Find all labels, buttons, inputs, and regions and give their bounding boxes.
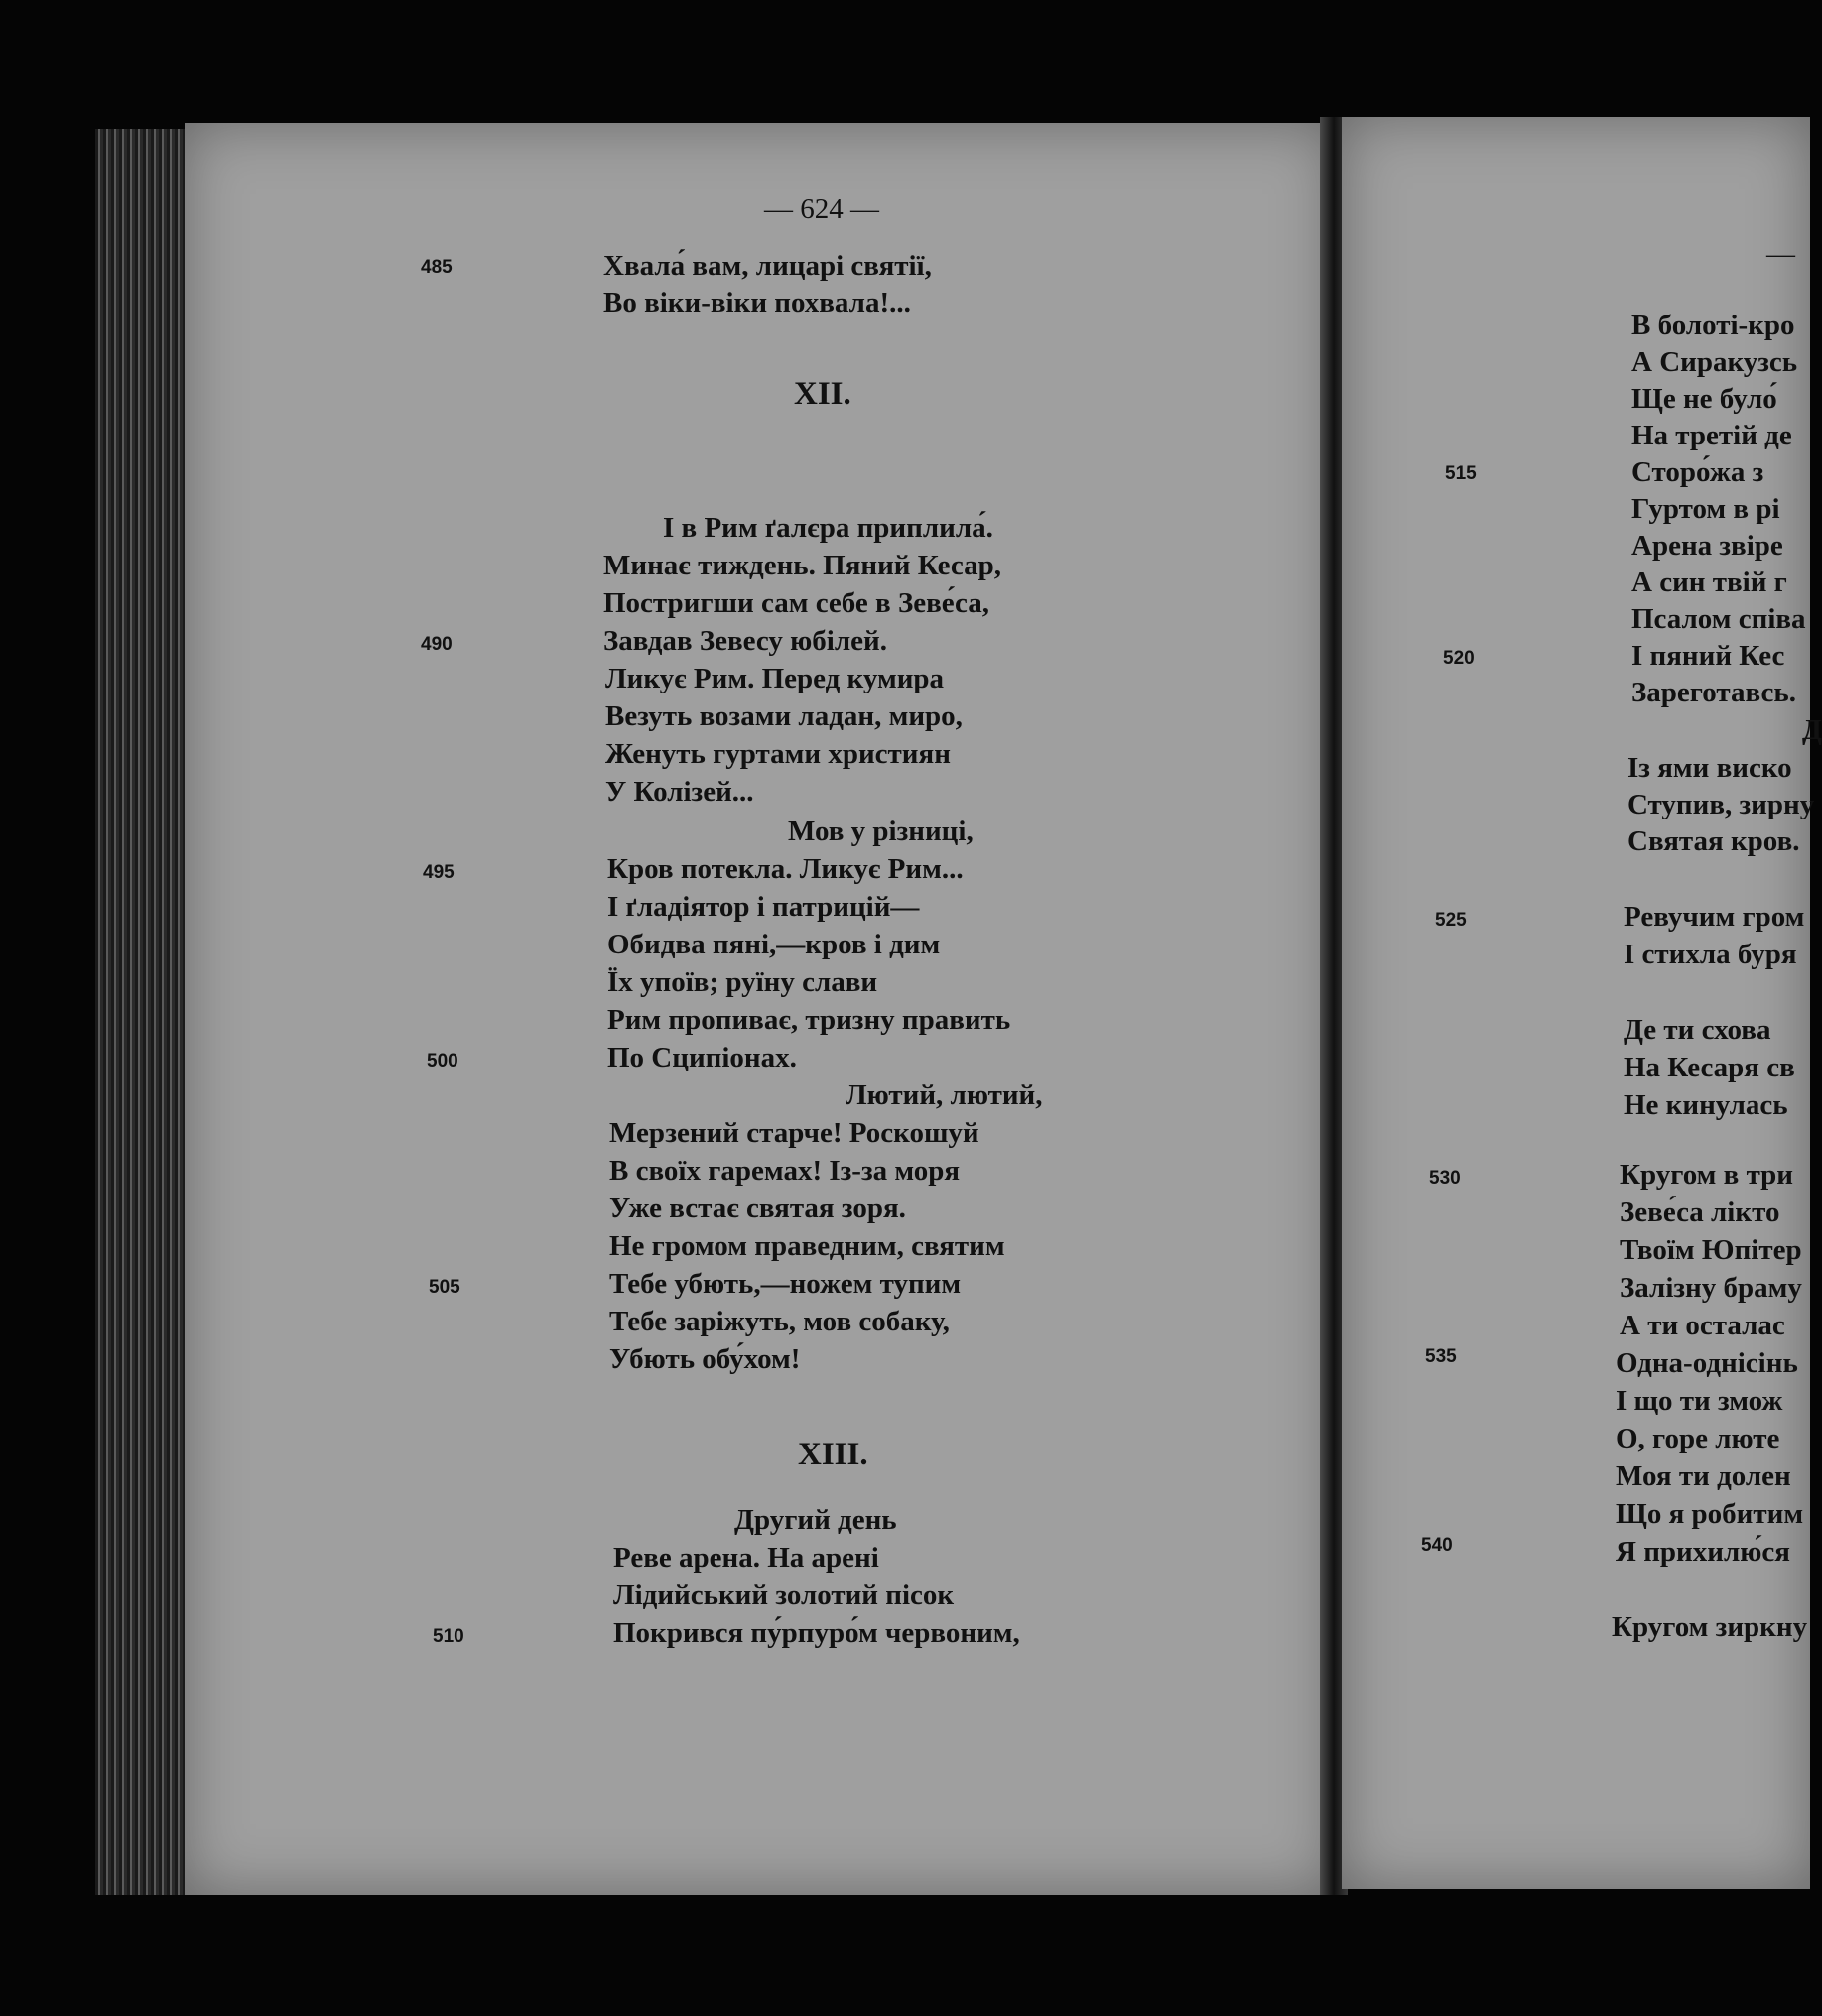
verse-line: А ти осталас xyxy=(1620,1310,1785,1341)
section-heading: XIII. xyxy=(798,1437,868,1472)
left-page xyxy=(185,123,1334,1895)
verse-line: Другий день xyxy=(734,1504,897,1536)
line-number: 530 xyxy=(1429,1168,1461,1189)
verse-line: Реве арена. На арені xyxy=(613,1542,879,1574)
verse-line: Д xyxy=(1802,714,1822,746)
verse-line: Де ти схова xyxy=(1624,1014,1771,1046)
verse-line: Зареготавсь. xyxy=(1631,677,1796,708)
verse-line: Не громом праведним, святим xyxy=(609,1230,1005,1262)
verse-line: Мов у різниці, xyxy=(788,816,974,847)
verse-line: І стихла буря xyxy=(1624,939,1797,970)
verse-line: І в Рим ґалєра приплила́. xyxy=(663,512,993,544)
verse-line: Рим пропиває, тризну править xyxy=(607,1004,1011,1036)
line-number: 515 xyxy=(1445,463,1477,484)
verse-line: Кров потекла. Ликує Рим... xyxy=(607,853,964,885)
verse-line: Сторо́жа з xyxy=(1631,456,1764,488)
verse-line: Їх упоїв; руїну слави xyxy=(607,966,878,998)
verse-line: Завдав Зевесу юбілей. xyxy=(603,625,887,657)
line-number: 490 xyxy=(421,634,453,655)
verse-line: Во віки-віки похвала!... xyxy=(603,287,911,318)
verse-line: О, горе люте xyxy=(1616,1423,1780,1454)
verse-line: Арена звіре xyxy=(1631,530,1783,562)
verse-line: У Колізей... xyxy=(605,776,754,808)
line-number: 535 xyxy=(1425,1346,1457,1367)
verse-line: Кругом зиркну xyxy=(1612,1611,1808,1643)
verse-line: Хвала́ вам, лицарі святії, xyxy=(603,250,932,282)
verse-line: Мерзений старче! Роскошуй xyxy=(609,1117,979,1149)
verse-line: Ревучим гром xyxy=(1624,901,1805,933)
verse-line: Залізну браму xyxy=(1620,1272,1802,1304)
verse-line: Одна-однісінь xyxy=(1616,1347,1798,1379)
verse-line: Не кинулась xyxy=(1624,1089,1788,1121)
verse-line: Зеве́са лікто xyxy=(1620,1197,1780,1228)
verse-line: Що я робитим xyxy=(1616,1498,1804,1530)
verse-line: Убють обу́хом! xyxy=(609,1343,801,1375)
verse-line: І пяний Кес xyxy=(1631,640,1785,672)
line-number: 505 xyxy=(429,1277,460,1298)
section-heading: XII. xyxy=(794,376,851,412)
verse-line: Везуть возами ладан, миро, xyxy=(605,700,963,732)
verse-line: Святая кров. xyxy=(1627,825,1800,857)
right-page xyxy=(1342,117,1822,1889)
verse-line: Лютий, лютий, xyxy=(846,1079,1043,1111)
verse-line: Я прихилю́ся xyxy=(1616,1536,1790,1568)
verse-line: Ликує Рим. Перед кумира xyxy=(605,663,945,694)
verse-line: Тебе убють,—ножем тупим xyxy=(609,1268,962,1300)
verse-line: Постригши сам себе в Зеве́са, xyxy=(603,587,989,619)
verse-line: А Сиракузсь xyxy=(1631,346,1798,378)
line-number: 540 xyxy=(1421,1535,1453,1556)
line-number: 525 xyxy=(1435,910,1467,931)
verse-line: Твоїм Юпітер xyxy=(1620,1234,1802,1266)
verse-line: І ґладіятор і патрицій— xyxy=(607,891,920,923)
verse-line: Уже встає святая зоря. xyxy=(609,1193,906,1224)
verse-line: Покрився пу́рпуро́м червоним, xyxy=(613,1617,1020,1649)
verse-line: Женуть гуртами християн xyxy=(605,738,951,770)
verse-line: В болоті-кро xyxy=(1631,310,1795,341)
verse-line: А син твій г xyxy=(1631,567,1787,598)
verse-line: Лідийський золотий пісок xyxy=(613,1579,955,1611)
line-number: 520 xyxy=(1443,648,1475,669)
verse-line: Минає тиждень. Пяний Кесар, xyxy=(603,550,1002,581)
verse-line: Із ями виско xyxy=(1627,752,1792,784)
verse-line: На Кесаря св xyxy=(1624,1052,1795,1083)
page-number: — xyxy=(1766,238,1795,270)
verse-line: І що ти змож xyxy=(1616,1385,1783,1417)
verse-line: Кругом в три xyxy=(1620,1159,1794,1191)
verse-line: Ще не було́ xyxy=(1631,383,1777,415)
line-number: 495 xyxy=(423,862,455,883)
verse-line: По Сципіонах. xyxy=(607,1042,797,1073)
verse-line: Гуртом в рі xyxy=(1631,493,1780,525)
line-number: 500 xyxy=(427,1051,458,1071)
verse-line: Тебе заріжуть, мов собаку, xyxy=(609,1306,950,1337)
verse-line: В своїх гаремах! Із-за моря xyxy=(609,1155,961,1187)
line-number: 510 xyxy=(433,1626,464,1647)
verse-line: Обидва пяні,—кров і дим xyxy=(607,929,941,960)
line-number: 485 xyxy=(421,257,453,278)
page-number: — 624 — xyxy=(764,193,879,225)
verse-line: Моя ти долен xyxy=(1616,1460,1791,1492)
verse-line: На третій де xyxy=(1631,420,1792,451)
verse-line: Псалом співа xyxy=(1631,603,1806,635)
verse-line: Ступив, зирну xyxy=(1627,789,1815,820)
